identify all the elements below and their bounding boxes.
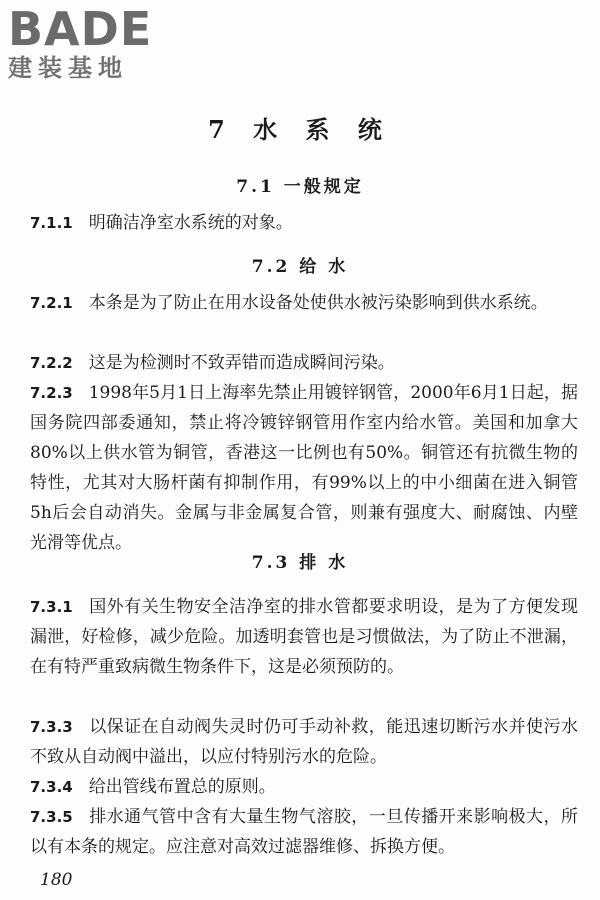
clause-number: 7.2.1 (30, 294, 73, 312)
clause-text: 这是为检测时不致弄错而造成瞬间污染。 (88, 353, 395, 373)
clause-text: 本条是为了防止在用水设备处使供水被污染影响到供水系统。 (88, 293, 548, 313)
clause-text: 国外有关生物安全洁净室的排水管都要求明设，是为了方便发现漏泄，好检修，减少危险。加透明套管也是习惯做法，为了防止不泄漏，在有特严重致病微生物条件下，这是必须预防的。 (30, 597, 578, 677)
paragraph-7-2-2 (30, 348, 578, 378)
clause-number: 7.2.2 (30, 354, 73, 372)
clause-number: 7.2.3 (30, 384, 73, 402)
paragraph-7-2-1 (30, 288, 578, 318)
paragraph-7-3-4 (30, 772, 578, 802)
logo-wordmark: BADE (8, 2, 153, 56)
clause-number: 7.1.1 (30, 214, 73, 232)
clause-text: 以保证在自动阀失灵时仍可手动补救，能迅速切断污水并使污水不致从自动阀中溢出，以应付特别污水的危险。 (30, 717, 578, 767)
clause-number: 7.3.3 (30, 718, 73, 736)
clause-text: 排水通气管中含有大量生物气溶胶，一旦传播开来影响极大，所以有本条的规定。应注意对高效过滤器维修、拆换方便。 (30, 807, 578, 857)
logo-subtitle: 建装基地 (8, 54, 128, 82)
bade-logo (8, 2, 183, 84)
clause-number: 7.3.4 (30, 778, 73, 796)
paragraph-7-3-3 (30, 712, 578, 772)
clause-number: 7.3.5 (30, 808, 73, 826)
clause-text: 明确洁净室水系统的对象。 (88, 213, 293, 233)
page-number: 180 (40, 870, 73, 890)
clause-number: 7.3.1 (30, 598, 73, 616)
section-heading-7-1: 7.1 一般规定 (236, 177, 364, 197)
clause-text: 给出管线布置总的原则。 (88, 777, 276, 797)
chapter-title: 7 水 系 统 (208, 115, 392, 144)
section-heading-7-3: 7.3 排 水 (251, 553, 349, 573)
paragraph-7-2-3 (30, 378, 578, 558)
paragraph-7-1-1 (30, 208, 578, 238)
section-heading-7-2: 7.2 给 水 (251, 257, 349, 277)
paragraph-7-3-1 (30, 592, 578, 682)
paragraph-7-3-5 (30, 802, 578, 862)
clause-text: 1998年5月1日上海率先禁止用镀锌钢管，2000年6月1日起，据国务院四部委通知，禁止将冷镀锌钢管用作室内给水管。美国和加拿大80%以上供水管为铜管，香港这一比例也有50%。铜管还有抗微生物的特性，尤其对大肠杆菌有抑制作用，有99%以上的中小细菌在进入铜管5h后会自动消失。金属与非金属复合管，则兼有强度大、耐腐蚀、内壁光滑等优点。 (30, 383, 578, 553)
